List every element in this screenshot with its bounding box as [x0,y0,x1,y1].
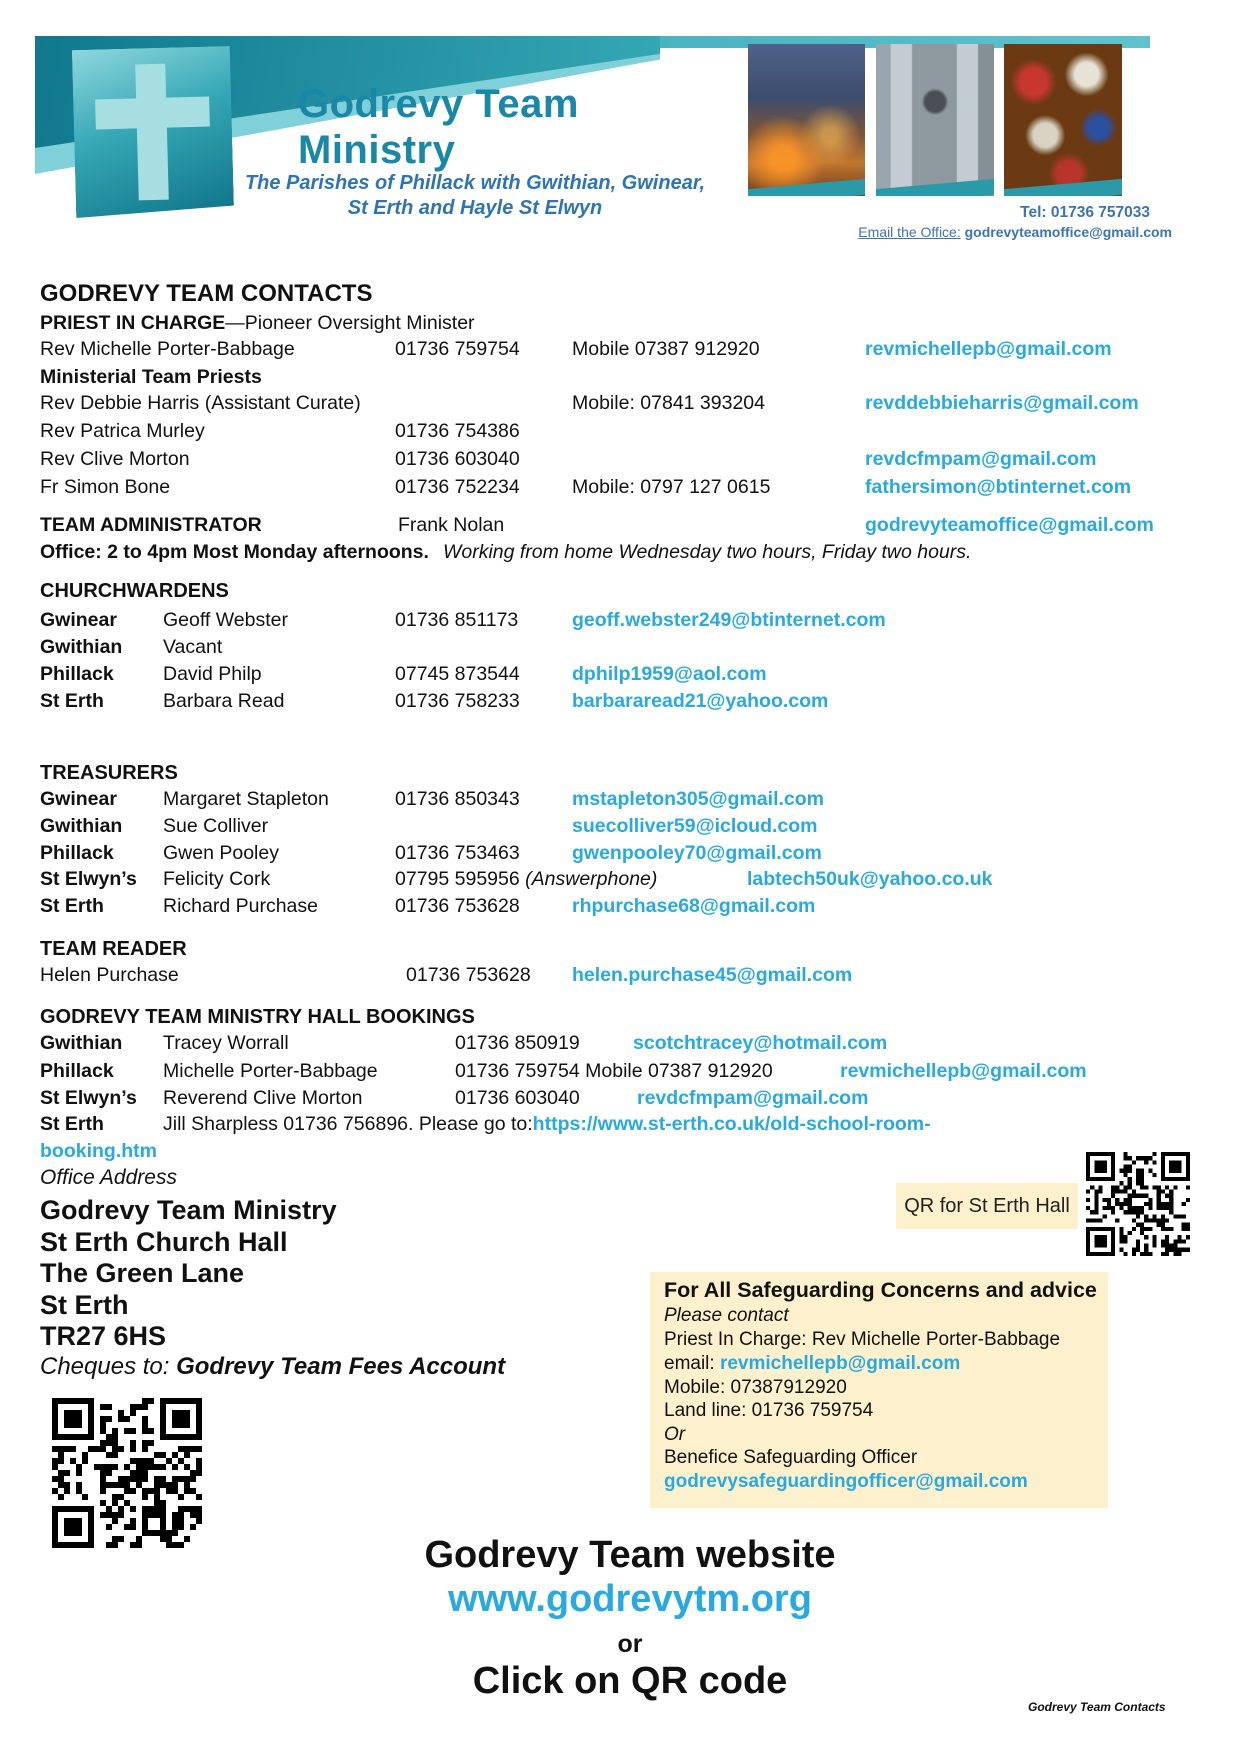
contact-name: Margaret Stapleton [163,788,329,810]
safeguarding-mobile: Mobile: 07387912920 [664,1377,847,1398]
cheques-payee: Godrevy Team Fees Account [176,1353,506,1380]
contact-email[interactable]: fathersimon@btinternet.com [865,476,1132,498]
office-email-line [770,224,1172,240]
contact-name: Sue Colliver [163,815,269,837]
contact-name: Helen Purchase [40,964,179,986]
address-line: St Erth [40,1290,129,1320]
safeguarding-email-line [664,1353,960,1375]
churchwardens-heading: CHURCHWARDENS [40,580,229,602]
photo-teal-wave [1004,178,1122,196]
st-erth-hall-qr-code[interactable] [1086,1152,1190,1256]
town-at-night-photo [748,44,865,196]
office-hours-bold: Office: 2 to 4pm Most Monday afternoons. [40,541,429,563]
contact-name: Michelle Porter-Babbage [163,1060,378,1082]
team-reader-heading: TEAM READER [40,938,187,960]
contact-name: Rev Debbie Harris (Assistant Curate) [40,392,361,414]
priest-in-charge-line [40,312,475,335]
office-email-link[interactable]: godrevyteamoffice@gmail.com [964,224,1172,240]
contact-name: Rev Michelle Porter-Babbage [40,338,295,360]
cross-emblem-icon [72,46,234,218]
contact-row [0,815,1240,842]
answerphone-note: (Answerphone) [525,868,658,890]
contact-email[interactable]: mstapleton305@gmail.com [572,788,825,810]
contact-name: Barbara Read [163,690,285,712]
contact-email[interactable]: dphilp1959@aol.com [572,663,767,685]
contact-row [0,1032,1240,1059]
office-hours-line [40,541,971,564]
contact-email[interactable]: revmichellepb@gmail.com [865,338,1112,360]
safeguarding-email-label: email: [664,1353,720,1374]
contact-parish: Gwinear [40,609,117,631]
cross-horizontal-bar [95,97,210,130]
cross-vertical-bar [135,64,169,201]
contact-phone: 07795 595956 [395,868,526,890]
st-erth-booking-text: Jill Sharpless 01736 756896. Please go to: [163,1113,533,1135]
office-address-label: Office Address [40,1166,177,1189]
website-title: Godrevy Team website [424,1534,836,1576]
priest-in-charge-suffix: —Pioneer Oversight Minister [225,312,475,334]
contact-row [0,868,1240,895]
website-url-link[interactable]: www.godrevytm.org [448,1578,812,1620]
contact-email[interactable]: revddebbieharris@gmail.com [865,392,1139,414]
contact-name: Geoff Webster [163,609,289,631]
contact-mobile: Mobile 07387 912920 [572,338,760,360]
ministerial-priests-heading: Ministerial Team Priests [40,366,262,388]
contact-parish: Phillack [40,1060,114,1082]
contact-parish: Phillack [40,663,114,685]
safeguarding-title: For All Safeguarding Concerns and advice [664,1278,1097,1302]
contact-name: David Philp [163,663,262,685]
office-email-label: Email the Office: [858,224,961,240]
cheques-line [40,1353,505,1381]
parishes-subtitle-line2: St Erth and Hayle St Elwyn [347,197,603,219]
contact-phone: 01736 759754 Mobile 07387 912920 [455,1060,773,1082]
contact-name: Fr Simon Bone [40,476,171,498]
contact-row [0,420,1240,447]
contact-phone: 01736 753628 [406,964,531,986]
contact-parish: St Elwyn’s [40,868,137,890]
address-line: TR27 6HS [40,1321,167,1351]
contact-email[interactable]: barbararead21@yahoo.com [572,690,829,712]
contacts-heading: GODREVY TEAM CONTACTS [40,280,373,307]
safeguarding-email-link[interactable]: revmichellepb@gmail.com [719,1353,961,1374]
contact-phone: 01736 850919 [455,1032,580,1054]
contact-row [0,663,1240,690]
contact-row [0,964,1240,991]
st-erth-booking-link[interactable]: https://www.st-erth.co.uk/old-school-room- [532,1113,931,1135]
contact-parish: Gwithian [40,1032,123,1054]
contact-email[interactable]: godrevyteamoffice@gmail.com [865,514,1154,536]
contact-phone: 01736 752234 [395,476,520,498]
st-erth-booking-line [163,1113,931,1136]
contact-name: Richard Purchase [163,895,318,917]
office-telephone: Tel: 01736 757033 [1020,204,1150,221]
click-qr-instruction: Click on QR code [472,1660,788,1702]
st-erth-qr-label: QR for St Erth Hall [896,1183,1078,1229]
contact-email[interactable]: helen.purchase45@gmail.com [572,964,853,986]
contact-parish: Phillack [40,842,114,864]
contact-parish: St Erth [40,895,104,917]
contact-mobile: Mobile: 0797 127 0615 [572,476,771,498]
page-footer-label: Godrevy Team Contacts [1028,1700,1166,1714]
contact-email[interactable]: suecolliver59@icloud.com [572,815,818,837]
safeguarding-box [650,1272,1108,1508]
safeguarding-landline: Land line: 01736 759754 [664,1400,874,1421]
ministry-title-line2: Ministry [298,128,456,172]
contact-phone: 01736 759754 [395,338,520,360]
footer-or: or [617,1630,643,1658]
contact-email[interactable]: labtech50uk@yahoo.co.uk [747,868,993,890]
address-line: Godrevy Team Ministry [40,1195,337,1225]
website-qr-code[interactable] [52,1398,202,1548]
contact-name: Reverend Clive Morton [163,1087,363,1109]
contact-row [0,690,1240,717]
contact-phone: 07745 873544 [395,663,520,685]
team-administrator-label: TEAM ADMINISTRATOR [40,514,262,536]
contact-row [0,636,1240,663]
contact-email[interactable]: gwenpooley70@gmail.com [572,842,822,864]
contact-row [0,338,1240,365]
contact-email[interactable]: scotchtracey@hotmail.com [633,1032,888,1054]
ministry-title-line1: Godrevy Team [298,82,579,126]
contact-mobile: Mobile: 07841 393204 [572,392,765,414]
contact-email[interactable]: rhpurchase68@gmail.com [572,895,816,917]
team-administrator-row [0,514,1240,541]
contact-row [0,842,1240,869]
contact-email[interactable]: revmichellepb@gmail.com [840,1060,1087,1082]
safeguarding-or: Or [664,1424,686,1445]
safeguarding-officer-email-link[interactable]: godrevysafeguardingofficer@gmail.com [664,1471,1028,1492]
contact-parish: Gwithian [40,815,123,837]
contact-row [0,1087,1240,1114]
safeguarding-officer: Benefice Safeguarding Officer [664,1447,918,1468]
parishes-subtitle-line1: The Parishes of Phillack with Gwithian, Gwinear, [244,172,706,194]
contact-phone-with-note [395,868,657,891]
cathedral-photo [876,44,994,196]
contact-email[interactable]: revdcfmpam@gmail.com [637,1087,869,1109]
photo-teal-wave [748,178,865,196]
contact-phone: 01736 603040 [395,448,520,470]
contact-name: Gwen Pooley [163,842,279,864]
treasurers-heading: TREASURERS [40,762,178,784]
priest-in-charge-label: PRIEST IN CHARGE [40,312,226,334]
contact-name: Vacant [163,636,223,658]
safeguarding-priest-line: Priest In Charge: Rev Michelle Porter-Babbage [664,1329,1061,1350]
contact-row [0,609,1240,636]
st-erth-booking-link-wrap[interactable]: booking.htm [40,1140,157,1162]
contact-parish: St Erth [40,1113,104,1135]
contact-row [0,1060,1240,1087]
contact-phone: 01736 753628 [395,895,520,917]
hall-bookings-heading: GODREVY TEAM MINISTRY HALL BOOKINGS [40,1006,475,1028]
address-line: St Erth Church Hall [40,1227,288,1257]
office-hours-italic: Working from home Wednesday two hours, Friday two hours. [442,541,972,563]
contact-phone: 01736 758233 [395,690,520,712]
contact-row [0,895,1240,922]
contact-row [0,476,1240,503]
contact-email[interactable]: geoff.webster249@btinternet.com [572,609,886,631]
cheques-label: Cheques to: [40,1353,177,1380]
contact-row [0,448,1240,475]
contact-row [0,1113,1240,1140]
contact-name: Rev Clive Morton [40,448,190,470]
contact-name: Rev Patrica Murley [40,420,205,442]
contact-phone: 01736 851173 [395,609,519,631]
contact-parish: St Erth [40,690,104,712]
contact-row [0,788,1240,815]
contact-parish: St Elwyn’s [40,1087,137,1109]
photo-teal-wave [876,178,994,196]
contact-name: Frank Nolan [398,514,505,536]
stained-glass-photo [1004,44,1122,196]
contact-row [0,392,1240,419]
address-line: The Green Lane [40,1258,245,1288]
contact-parish: Gwithian [40,636,123,658]
contact-name: Felicity Cork [163,868,271,890]
contact-email[interactable]: revdcfmpam@gmail.com [865,448,1097,470]
contact-phone: 01736 754386 [395,420,520,442]
contact-phone: 01736 603040 [455,1087,580,1109]
contact-phone: 01736 850343 [395,788,520,810]
contact-parish: Gwinear [40,788,117,810]
contact-name: Tracey Worrall [163,1032,289,1054]
safeguarding-subtitle: Please contact [664,1305,789,1326]
contact-phone: 01736 753463 [395,842,520,864]
